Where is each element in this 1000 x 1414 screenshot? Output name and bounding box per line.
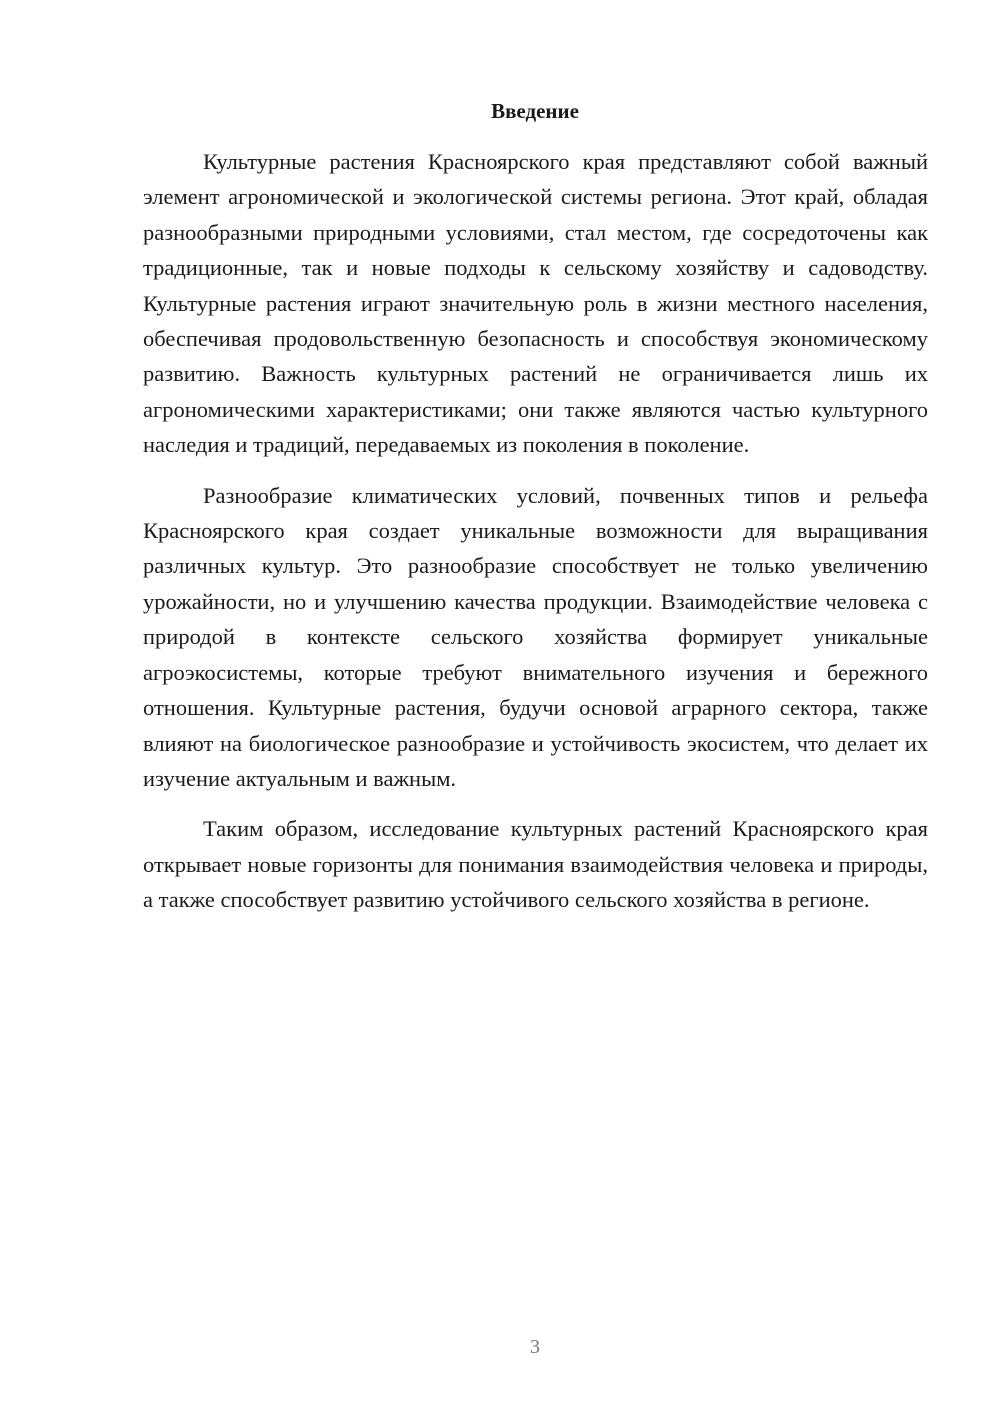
- paragraph-3: Таким образом, исследование культурных растений Красноярского края открывает новые горизонты для понимания взаимодействия человека и природы, а также способствует развитию устойчивого сельского хозяйства в регионе.: [143, 816, 928, 913]
- section-heading: Введение: [491, 99, 579, 123]
- body-text: [143, 144, 928, 918]
- paragraph-2: Разнообразие климатических условий, почвенных типов и рельефа Красноярского края создает уникальные возможности для выращивания различных культур. Это разнообразие способствует не только увеличению урожайности, но и улучшению качества продукции. Взаимодействие человека с природой в контексте сельского хозяйства формирует уникальные агроэкосистемы, которые требуют внимательного изучения и бережного отношения. Культурные растения, будучи основой аграрного сектора, также влияют на биологическое разнообразие и устойчивость экосистем, что делает их изучение актуальным и важным.: [143, 482, 928, 791]
- paragraph-1: Культурные растения Красноярского края представляют собой важный элемент агрономической и экологической системы региона. Этот край, обладая разнообразными природными условиями, стал местом, где сосредоточены как традиционные, так и новые подходы к сельскому хозяйству и садоводству. Культурные растения играют значительную роль в жизни местного населения, обеспечивая продовольственную безопасность и способствуя экономическому развитию. Важность культурных растений не ограничивается лишь их агрономическими характеристиками; они также являются частью культурного наследия и традиций, передаваемых из поколения в поколение.: [143, 149, 928, 458]
- page-number: 3: [530, 1336, 540, 1358]
